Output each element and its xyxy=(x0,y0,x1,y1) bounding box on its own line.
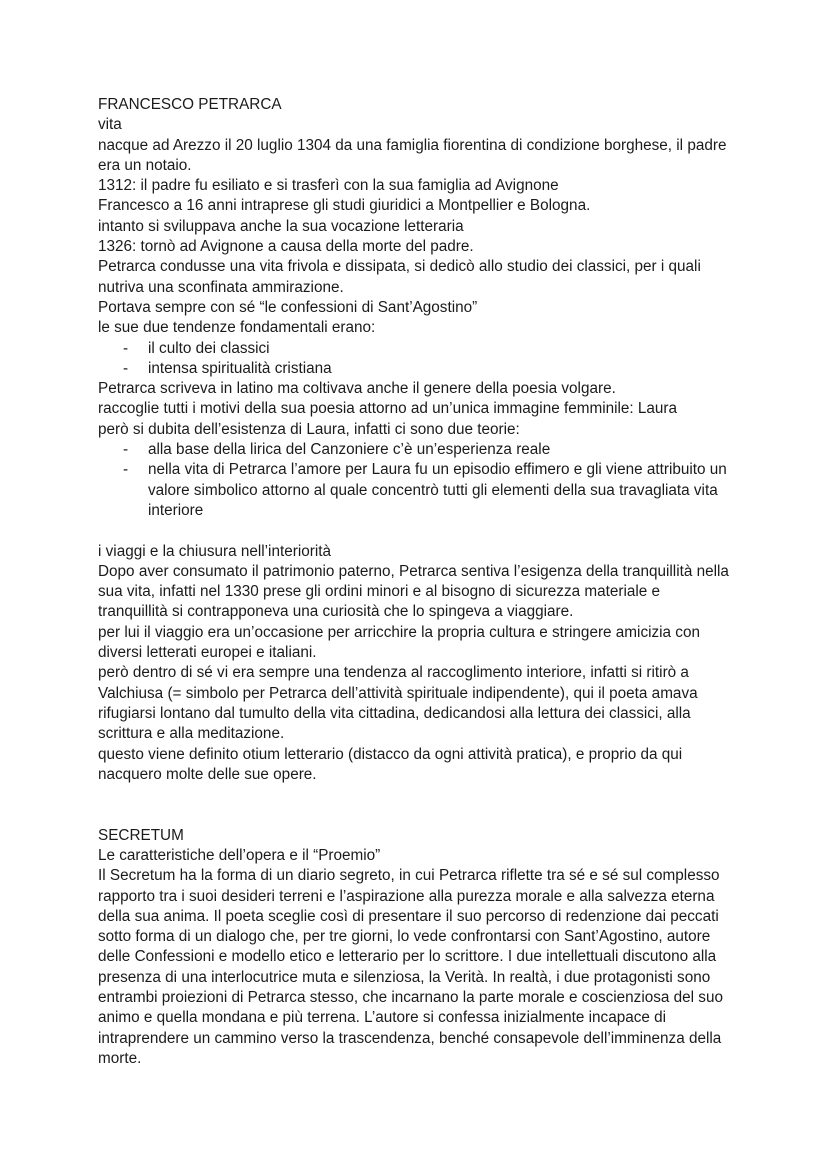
paragraph-studi: Francesco a 16 anni intraprese gli studi giuridici a Montpellier e Bologna. xyxy=(98,197,591,215)
list-item xyxy=(98,440,732,460)
list-item-text: intensa spiritualità cristiana xyxy=(148,359,332,377)
bullet-marker: - xyxy=(123,441,129,459)
paragraph-viaggio-occasione: per lui il viaggio era un’occasione per arricchire la propria cultura e stringere amicizia con diversi letterati europei e italiani. xyxy=(98,623,700,662)
paragraph-laura: raccoglie tutti i motivi della sua poesia attorno ad un’unica immagine femminile: Laura xyxy=(98,400,678,418)
paragraph-patrimonio: Dopo aver consumato il patrimonio paterno, Petrarca sentiva l’esigenza della tranquillità nella sua vita, infatti nel 1330 prese gli ordini minori e al bisogno di sicurezza materiale e tranquillità si contrapponeva una curiosità che lo spingeva a viaggiare. xyxy=(98,562,729,621)
bullet-list-tendenze xyxy=(98,339,732,380)
paragraph-1312: 1312: il padre fu esiliato e si trasferì con la sua famiglia ad Avignone xyxy=(98,177,559,195)
paragraph-latino: Petrarca scriveva in latino ma coltivava anche il genere della poesia volgare. xyxy=(98,380,616,398)
paragraph-vocazione: intanto si sviluppava anche la sua vocazione letteraria xyxy=(98,217,464,235)
section-heading-viaggi: i viaggi e la chiusura nell’interiorità xyxy=(98,542,331,560)
paragraph-confessioni: Portava sempre con sé “le confessioni di Sant’Agostino” xyxy=(98,298,478,316)
paragraph-teorie-intro: però si dubita dell’esistenza di Laura, infatti ci sono due teorie: xyxy=(98,420,520,438)
paragraph-secretum-body: Il Secretum ha la forma di un diario segreto, in cui Petrarca riflette tra sé e sé sul complesso rapporto tra i suoi desideri terreni e l’aspirazione alla purezza morale e alla salvezza eterna della sua anima. Il poeta sceglie così di presentare il suo percorso di redenzione dai peccati sotto forma di un dialogo che, per tre giorni, lo vede confrontarsi con Sant’Agostino, autore delle Confessioni e modello etico e letterario per lo scrittore. I due intellettuali discutono alla presenza di una interlocutrice muta e silenziosa, la Verità. In realtà, i due protagonisti sono entrambi proiezioni di Petrarca stesso, che incarnano la parte morale e coscienziosa del suo animo e quella mondana e più terrena. L’autore si confessa inizialmente incapace di intraprendere un cammino verso la trascendenza, benché consapevole dell’imminenza della morte. xyxy=(98,867,723,1067)
document-content xyxy=(98,95,732,1069)
doc-title: FRANCESCO PETRARCA xyxy=(98,96,282,113)
list-item-text: il culto dei classici xyxy=(148,339,270,357)
section-secretum xyxy=(98,826,732,1070)
section-subheading-secretum: Le caratteristiche dell’opera e il “Proemio” xyxy=(98,846,381,864)
list-item xyxy=(98,460,732,521)
paragraph-tendenze-intro: le sue due tendenze fondamentali erano: xyxy=(98,319,376,337)
list-item-text: nella vita di Petrarca l’amore per Laura fu un episodio effimero e gli viene attribuito un valore simbolico attorno al quale concentrò tutti gli elementi della sua travagliata vita interiore xyxy=(148,461,727,519)
list-item-text: alla base della lirica del Canzoniere c’è un’esperienza reale xyxy=(148,441,551,459)
paragraph-nascita: nacque ad Arezzo il 20 luglio 1304 da una famiglia fiorentina di condizione borghese, il padre era un notaio. xyxy=(98,136,727,174)
section-petrarca xyxy=(98,95,732,521)
list-item xyxy=(98,339,732,359)
bullet-marker: - xyxy=(123,339,129,357)
bullet-list-teorie xyxy=(98,440,732,521)
doc-subtitle-vita: vita xyxy=(98,116,122,134)
paragraph-1326: 1326: tornò ad Avignone a causa della morte del padre. xyxy=(98,238,474,256)
bullet-marker: - xyxy=(123,359,129,377)
paragraph-vita-frivola: Petrarca condusse una vita frivola e dissipata, si dedicò allo studio dei classici, per i quali nutriva una sconfinata ammirazione. xyxy=(98,258,701,296)
list-item xyxy=(98,359,732,379)
paragraph-otium: questo viene definito otium letterario (distacco da ogni attività pratica), e proprio da qui nacquero molte delle sue opere. xyxy=(98,745,683,783)
section-heading-secretum: SECRETUM xyxy=(98,826,184,844)
paragraph-valchiusa: però dentro di sé vi era sempre una tendenza al raccoglimento interiore, infatti si ritirò a Valchiusa (= simbolo per Petrarca dell’attività spirituale indipendente), qui il poeta amava rifugiarsi lontano dal tumulto della vita cittadina, dedicandosi alla lettura dei classici, alla scrittura e alla meditazione. xyxy=(98,664,698,743)
section-viaggi xyxy=(98,542,732,786)
bullet-marker: - xyxy=(123,461,129,479)
